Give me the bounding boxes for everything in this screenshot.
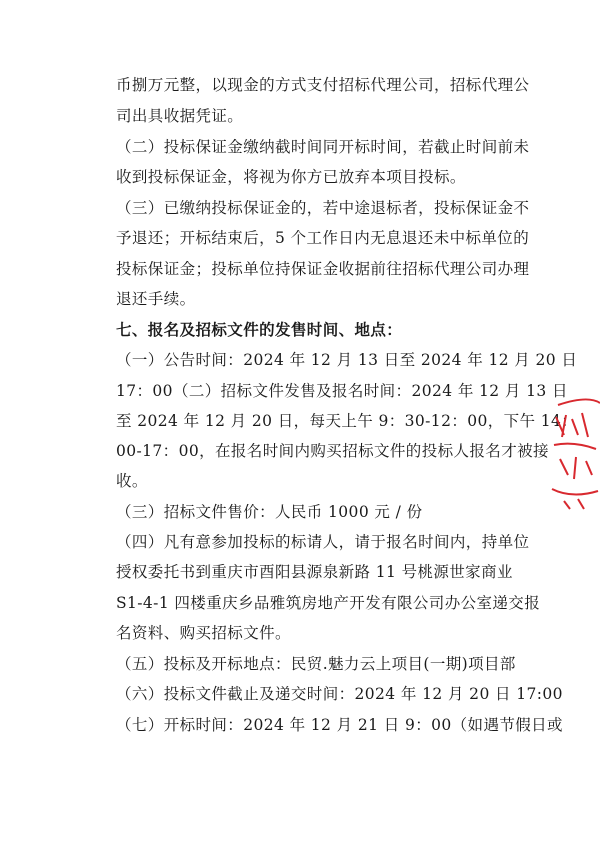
body-line-14: 收。	[116, 472, 148, 490]
body-line-3: （二）投标保证金缴纳截时间同开标时间，若截止时间前未	[116, 138, 530, 156]
body-line-20: （五）投标及开标地点：民贸.魅力云上项目(一期)项目部	[116, 655, 516, 673]
section-heading-7: 七、报名及招标文件的发售时间、地点：	[116, 320, 403, 339]
body-line-17: 授权委托书到重庆市酉阳县源泉新路 11 号桃源世家商业	[116, 563, 513, 581]
body-line-18: S1-4-1 四楼重庆乡品雅筑房地产开发有限公司办公室递交报	[116, 594, 541, 612]
body-line-5: （三）已缴纳投标保证金的，若中途退标者，投标保证金不	[116, 199, 530, 217]
body-line-6: 予退还；开标结束后，5 个工作日内无息退还未中标单位的	[116, 229, 530, 247]
body-line-1: 币捌万元整，以现金的方式支付招标代理公司，招标代理公	[116, 76, 530, 94]
body-line-19: 名资料、购买招标文件。	[116, 624, 291, 642]
body-line-15: （三）招标文件售价：人民币 1000 元 / 份	[116, 503, 423, 521]
body-line-4: 收到投标保证金，将视为你方已放弃本项目投标。	[116, 168, 466, 186]
body-line-16: （四）凡有意参加投标的标请人，请于报名时间内，持单位	[116, 533, 530, 551]
body-line-13: 00-17：00，在报名时间内购买招标文件的投标人报名才被接	[116, 442, 549, 460]
body-line-10: （一）公告时间：2024 年 12 月 13 日至 2024 年 12 月 20 日	[116, 351, 578, 369]
body-line-12: 至 2024 年 12 月 20 日，每天上午 9：30-12：00，下午 14：	[116, 412, 578, 430]
body-line-7: 投标保证金；投标单位持保证金收据前往招标代理公司办理	[116, 260, 530, 278]
body-line-22: （七）开标时间：2024 年 12 月 21 日 9：00（如遇节假日或	[116, 716, 563, 734]
body-line-11: 17：00（二）招标文件发售及报名时间：2024 年 12 月 13 日	[116, 382, 568, 400]
seal-stamp-icon	[548, 395, 600, 515]
body-line-21: （六）投标文件截止及递交时间：2024 年 12 月 20 日 17:00	[116, 685, 563, 703]
body-line-2: 司出具收据凭证。	[116, 107, 244, 125]
body-line-8: 退还手续。	[116, 290, 196, 308]
